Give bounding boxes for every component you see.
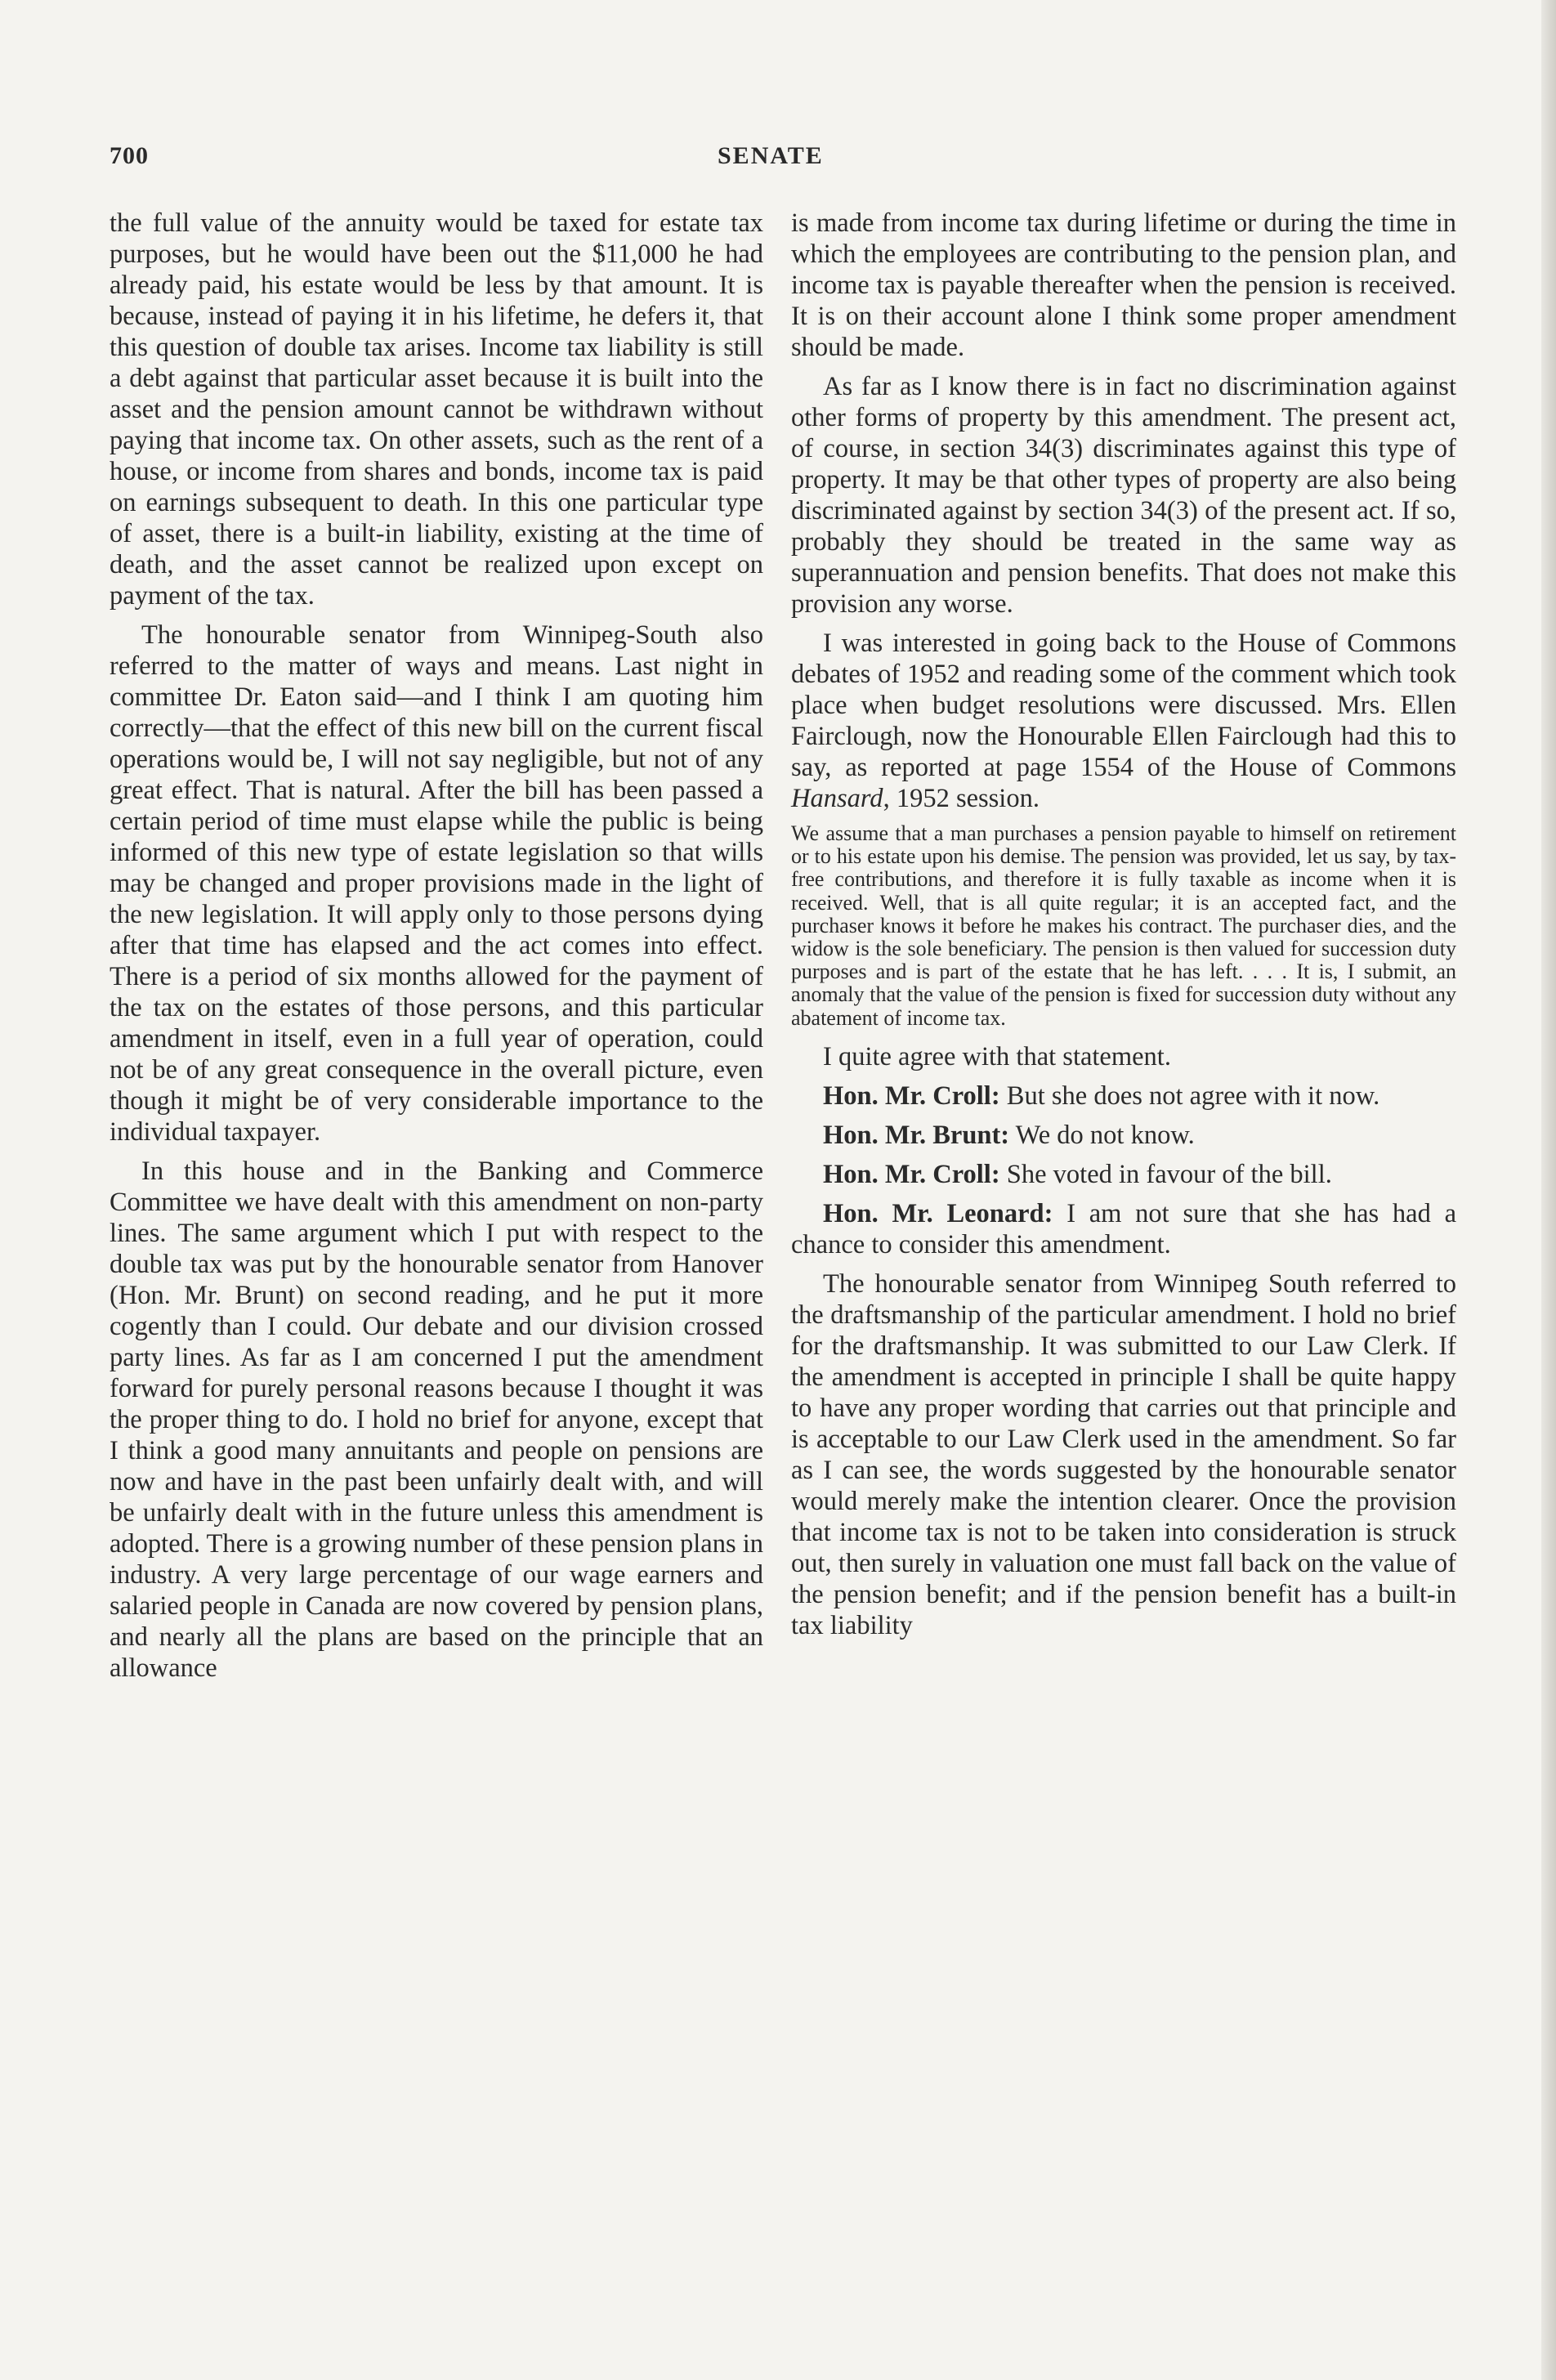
running-head: SENATE [718,142,824,169]
exchange-line-3 [791,1159,1456,1190]
speech-text: She voted in favour of the bill. [999,1159,1332,1189]
hansard-title: Hansard [791,784,883,813]
speech-text: But she does not agree with it now. [999,1080,1380,1111]
exchange-line-1 [791,1080,1456,1112]
speaker-name: Hon. Mr. Croll: [823,1080,1000,1111]
right-paragraph-3 [791,628,1456,814]
left-paragraph-2: The honourable senator from Winnipeg-South also referred to the matter of ways and means. Last night in committee Dr. Eaton said—and I think I am quoting him correctly—that the effect of this new bill on the current fiscal operations would be, I will not say negligible, but not of any great effect. That is natural. After the bill has been passed a certain period of time must elapse while the public is being informed of this new type of estate legislation so that wills may be changed and proper provisions made in the light of the new legislation. It will apply only to those persons dying after that time has elapsed and the act comes into effect. There is a period of six months allowed for the payment of the tax on the estates of those persons, and this particular amendment in itself, even in a full year of operation, could not be of any great consequence in the overall picture, even though it might be of very considerable importance to the individual taxpayer. [110,620,763,1147]
speaker-name: Hon. Mr. Brunt: [823,1120,1010,1150]
speech-text: We do not know. [1009,1120,1195,1150]
exchange-line-2 [791,1120,1456,1151]
right-paragraph-4: I quite agree with that statement. [823,1041,1171,1071]
right-paragraph-1: is made from income tax during lifetime or during the time in which the employees are contributing to the pension plan, and income tax is payable thereafter when the pension is received. It is on their account alone I think some proper amendment should be made. [791,208,1456,362]
speech-text: I am not sure that she has had a chance to consider this amendment. [791,1198,1456,1259]
left-column [110,208,763,1692]
left-paragraph-3: In this house and in the Banking and Commerce Committee we have dealt with this amendment on non-party lines. The same argument which I put with respect to the double tax was put by the honourable senator from Hanover (Hon. Mr. Brunt) on second reading, and he put it more cogently than I could. Our debate and our division crossed party lines. As far as I am concerned I put the amendment forward for purely personal reasons because I thought it was the proper thing to do. I hold no brief for anyone, except that I think a good many annuitants and people on pensions are now and have in the past been unfairly dealt with, and will be unfairly dealt with in the future unless this amendment is adopted. There is a growing number of these pension plans in industry. A very large percentage of our wage earners and salaried people in Canada are now covered by pension plans, and nearly all the plans are based on the principle that an allowance [110,1156,763,1683]
left-paragraph-1: the full value of the annuity would be taxed for estate tax purposes, but he would have been out the $11,000 he had already paid, his estate would be less by that amount. It is because, instead of paying it in his lifetime, he defers it, that this question of double tax arises. Income tax liability is still a debt against that particular asset because it is built into the asset and the pension amount cannot be withdrawn without paying that income tax. On other assets, such as the rent of a house, or income from shares and bonds, income tax is paid on earnings subsequent to death. In this one particular type of asset, there is a built-in liability, existing at the time of death, and the asset cannot be realized upon except on payment of the tax. [110,208,763,611]
right-paragraph-3-text: I was interested in going back to the House of Commons debates of 1952 and reading some of the comment which took place when budget resolutions were discussed. Mrs. Ellen Fairclough, now the Honourable Ellen Fairclough had this to say, as reported at page 1554 of the House of Commons [791,629,1456,782]
right-paragraph-5: The honourable senator from Winnipeg South referred to the draftsmanship of the particular amendment. I hold no brief for the draftsmanship. It was submitted to our Law Clerk. If the amendment is accepted in principle I shall be quite happy to have any proper wording that carries out that principle and is acceptable to our Law Clerk used in the amendment. So far as I can see, the words suggested by the honourable senator would merely make the intention clearer. Once the provision that income tax is not to be taken into consideration is struck out, then surely in valuation one must fall back on the value of the pension benefit; and if the pension benefit has a built-in tax liability [791,1268,1456,1640]
exchange-line-4 [791,1198,1456,1260]
page-header [110,142,1458,175]
right-column [791,208,1456,1649]
right-paragraph-2: As far as I know there is in fact no discrimination against other forms of property by this amendment. The present act, of course, in section 34(3) discriminates against this type of property. It may be that other types of property are also being discriminated against by section 34(3) of the present act. If so, probably they should be treated in the same way as superannuation and pension benefits. That does not make this provision any worse. [791,372,1456,619]
page-edge-shadow [1541,0,1556,2380]
speaker-name: Hon. Mr. Leonard: [823,1198,1053,1228]
right-paragraph-3-tail: , 1952 session. [883,784,1040,813]
speaker-name: Hon. Mr. Croll: [823,1159,1000,1189]
page-number: 700 [110,142,149,169]
block-quote: We assume that a man purchases a pension payable to himself on retirement or to his estate upon his demise. The pension was provided, let us say, by tax-free contributions, and therefore it is fully taxable as income when it is received. Well, that is all quite regular; it is an accepted fact, and the purchaser knows it before he makes his contract. The purchaser dies, and the widow is the sole beneficiary. The pension is then valued for succession duty purposes and is part of the estate that he has left. . . . It is, I submit, an anomaly that the value of the pension is fixed for succession duty without any abatement of income tax. [791,821,1456,1030]
